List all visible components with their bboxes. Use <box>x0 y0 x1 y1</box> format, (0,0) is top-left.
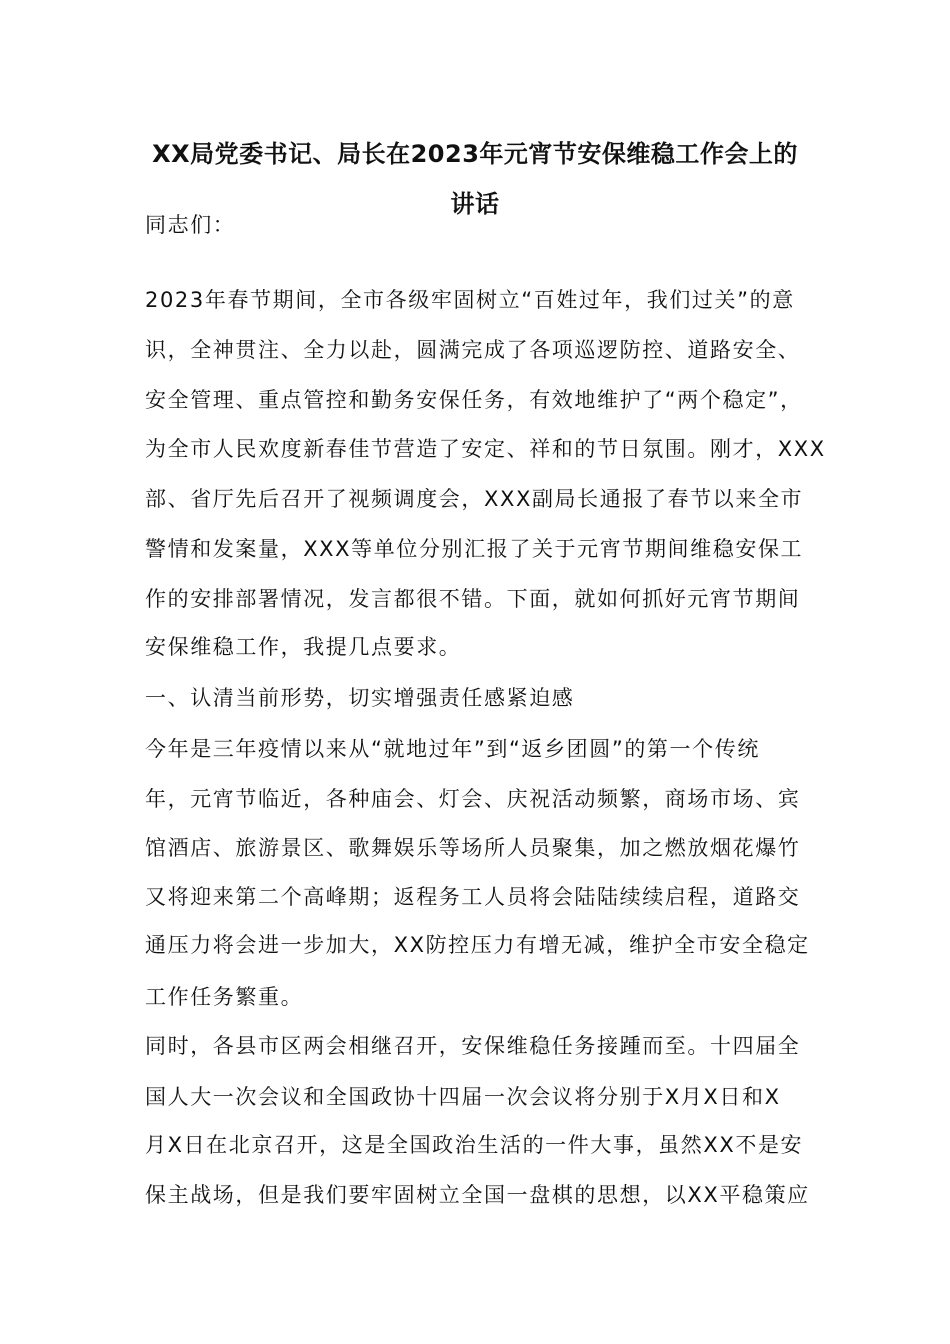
paragraph-line: 月X日在北京召开，这是全国政治生活的一件大事，虽然XX不是安 <box>145 1133 804 1157</box>
paragraph-line: 又将迎来第二个高峰期；返程务工人员将会陆陆续续启程，道路交 <box>145 885 801 909</box>
paragraph-line: 识，全神贯注、全力以赴，圆满完成了各项巡逻防控、道路安全、 <box>145 338 801 362</box>
document-title-line-1: XX局党委书记、局长在2023年元宵节安保维稳工作会上的 <box>152 140 798 168</box>
salutation: 同志们： <box>145 213 236 237</box>
paragraph-line: 部、省厅先后召开了视频调度会，XXX副局长通报了春节以来全市 <box>145 487 804 511</box>
document-title-line-2: 讲话 <box>450 190 500 218</box>
paragraph-line: 馆酒店、旅游景区、歌舞娱乐等场所人员聚集，加之燃放烟花爆竹 <box>145 836 801 860</box>
paragraph-line: 同时，各县市区两会相继召开，安保维稳任务接踵而至。十四届全 <box>145 1034 801 1058</box>
paragraph-line: 国人大一次会议和全国政协十四届一次会议将分别于X月X日和X <box>145 1085 781 1109</box>
paragraph-line: 作的安排部署情况，发言都很不错。下面，就如何抓好元宵节期间 <box>145 587 801 611</box>
paragraph-line: 为全市人民欢度新春佳节营造了安定、祥和的节日氛围。刚才，XXX <box>145 437 826 461</box>
paragraph-line: 警情和发案量，XXX等单位分别汇报了关于元宵节期间维稳安保工 <box>145 537 804 561</box>
paragraph-line: 安保维稳工作，我提几点要求。 <box>145 635 462 659</box>
paragraph-line: 安全管理、重点管控和勤务安保任务，有效地维护了“两个稳定”， <box>145 388 803 412</box>
paragraph-line: 保主战场，但是我们要牢固树立全国一盘棋的思想，以XX平稳策应 <box>145 1183 810 1207</box>
paragraph-line: 今年是三年疫情以来从“就地过年”到“返乡团圆”的第一个传统 <box>145 737 760 761</box>
paragraph-line: 工作任务繁重。 <box>145 985 304 1009</box>
paragraph-line: 2023年春节期间，全市各级牢固树立“百姓过年，我们过关”的意 <box>145 288 795 312</box>
paragraph-line: 年，元宵节临近，各种庙会、灯会、庆祝活动频繁，商场市场、宾 <box>145 787 801 811</box>
section-heading: 一、认清当前形势，切实增强责任感紧迫感 <box>145 686 575 710</box>
paragraph-line: 通压力将会进一步加大，XX防控压力有增无减，维护全市安全稳定 <box>145 933 810 957</box>
